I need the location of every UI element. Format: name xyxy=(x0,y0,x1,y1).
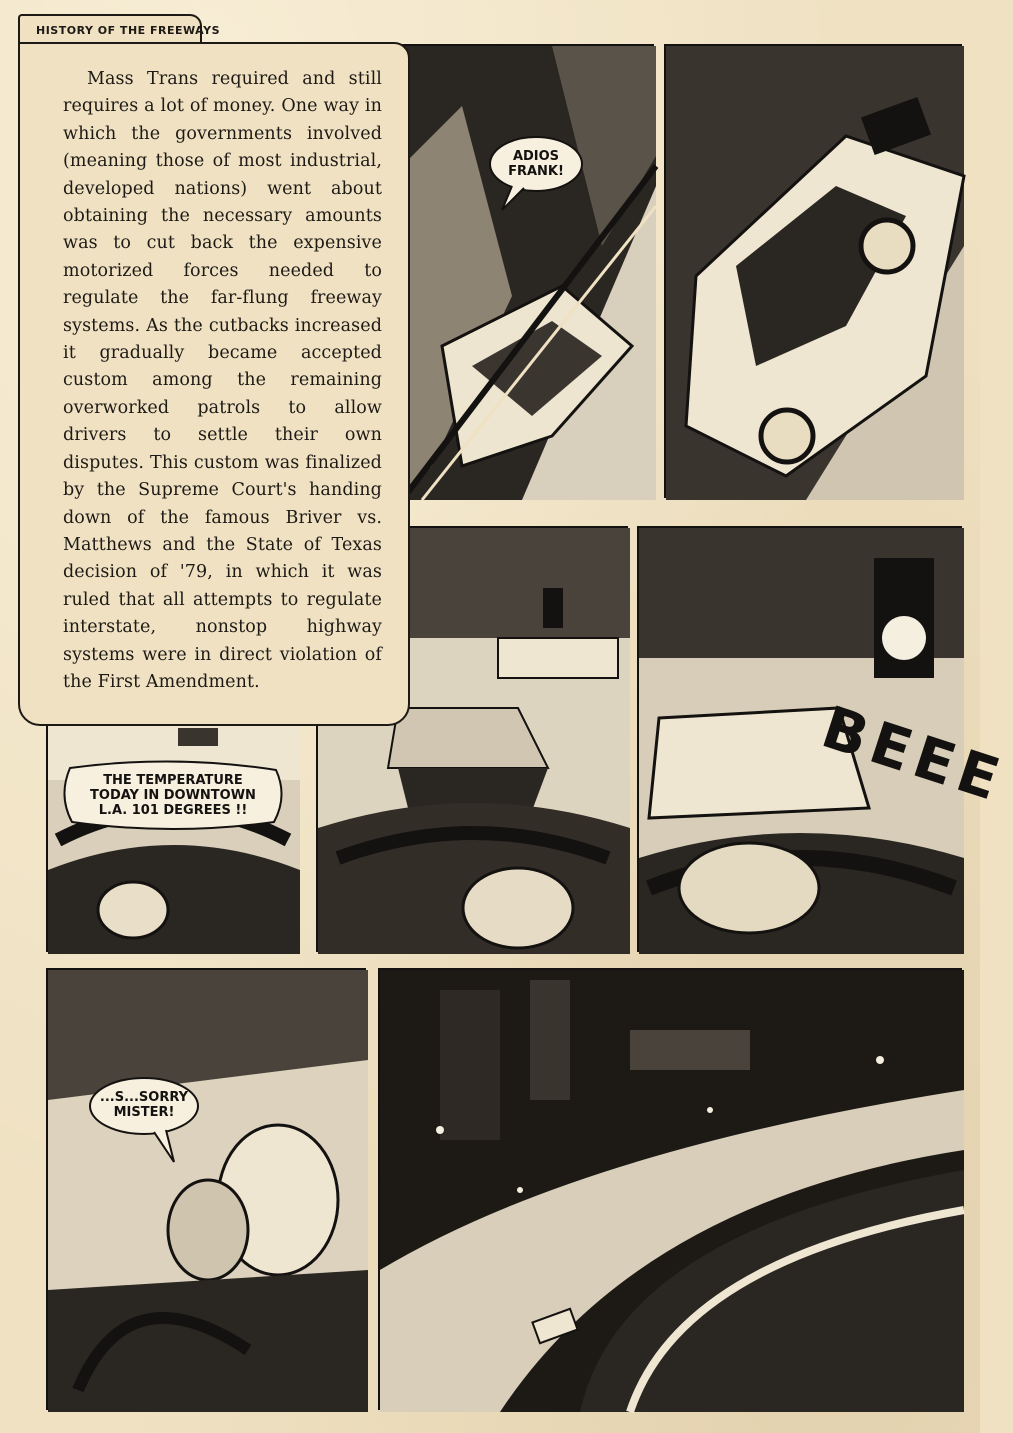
panel-driver-closeup xyxy=(46,968,366,1410)
speech-balloon-adios xyxy=(488,136,584,194)
panel-2-art xyxy=(666,46,964,500)
page-header: HISTORY OF THE FREEWAYS xyxy=(36,24,220,37)
balloon-text: ...S...SORRY MISTER! xyxy=(99,1090,189,1120)
panel-1-art xyxy=(402,46,656,500)
balloon-text: THE TEMPERATURE TODAY IN DOWNTOWN L.A. 101 DEGREES !! xyxy=(90,773,256,818)
panel-6-art xyxy=(48,970,368,1412)
panel-overhead-car-left xyxy=(400,44,654,498)
speech-balloon-radio xyxy=(60,760,286,830)
speech-balloon-sorry xyxy=(88,1076,200,1136)
caption-box xyxy=(18,42,410,726)
panel-7-art xyxy=(380,970,964,1412)
sfx-horn: BEEE xyxy=(814,692,1013,816)
balloon-text: ADIOS FRANK! xyxy=(508,149,564,179)
panel-overhead-car-right xyxy=(664,44,962,498)
panel-freeway-wide xyxy=(378,968,962,1410)
caption-text: Mass Trans required and still requires a lot of money. One way in which the governments involved (meaning those of most industrial, developed nations) went about obtaining the necessary amounts was to cut back the expensive motorized forces needed to regulate the far-flung freeway systems. As the cutbacks increased it gradually became accepted custom among the remaining overworked patrols to allow drivers to settle their own disputes. This custom was finalized by the Supreme Court's handing down of the famous Briver vs. Matthews and the State of Texas decision of '79, in which it was ruled that all attempts to regulate interstate, nonstop highway systems were in direct violation of the First Amendment. xyxy=(63,69,382,692)
